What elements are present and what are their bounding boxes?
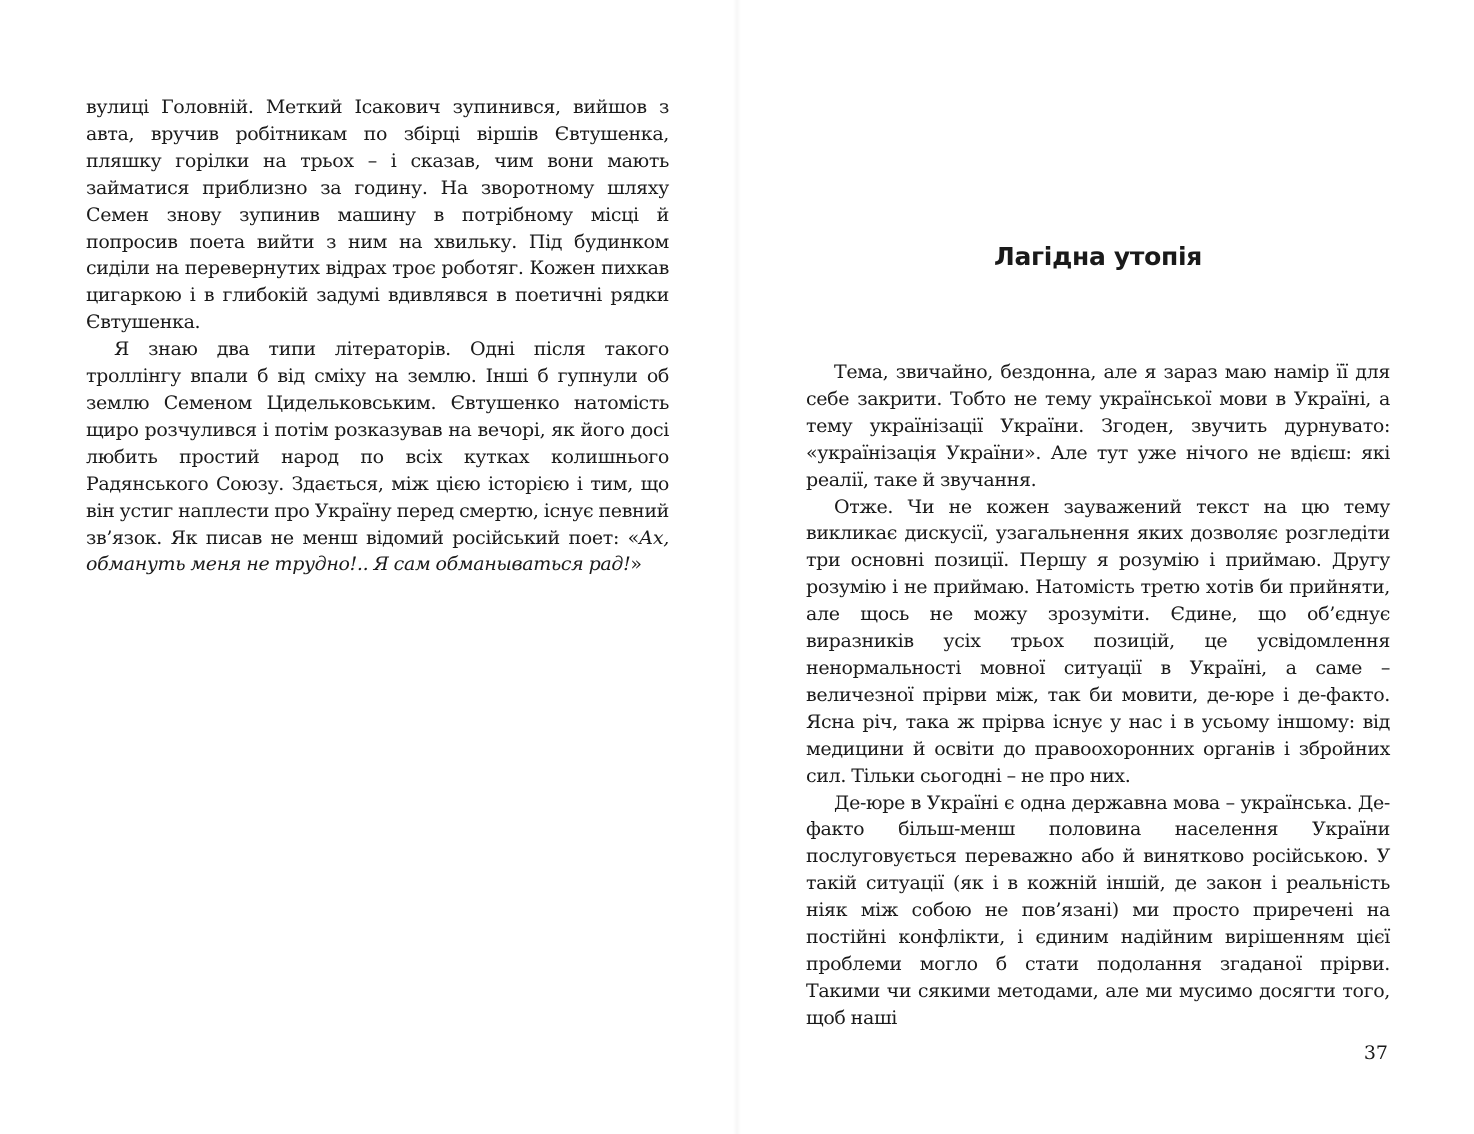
quote-close-mark: »: [630, 553, 642, 576]
poet-quote: Ах, обмануть меня не трудно!.. Я сам обманываться рад!: [86, 526, 669, 576]
right-paragraph-2: Отже. Чи не кожен зауважений текст на цю тему викликає дискусії, узагальнення яких дозволяє розгледіти три основні позиції. Першу я розумію і приймаю. Другу розумію і не приймаю. Натомість третю хотів би прийняти, але щось не можу зрозуміти. Єдине, що об’єднує виразників усіх трьох позицій, це усвідомлення ненормальності мовної ситуації в Україні, а саме – величезної прірви між, так би мовити, де-юре і де-факто. Ясна річ, така ж прірва існує у нас і в усьому іншому: від медицини й освіти до правоохоронних органів і збройних сил. Тільки сьогодні – не про них.: [806, 495, 1390, 787]
left-paragraph-1: вулиці Головній. Меткий Ісакович зупинився, вийшов з авта, вручив робітникам по збірці віршів Євтушенка, пляшку горілки на трьох – і сказав, чим вони мають займатися приблизно за годину. На зворотному шляху Семен знову зупинив машину в потрібному місці й попросив поета вийти з ним на хвильку. Під будинком сиділи на перевернутих відрах троє роботяг. Кожен пихкав цигаркою і в глибокій задумі вдивлявся в поетичні рядки Євтушенка.: [86, 96, 669, 334]
right-page: [737, 0, 1474, 1134]
left-paragraph-2-text: Я знаю два типи літераторів. Одні після такого троллінгу впали б від сміху на землю. Інші б гупнули об землю Семеном Цидельковським. Євтушенко натомість щиро розчулився і потім розказував на вечорі, як його досі любить простий народ по всіх кутках колишнього Радянського Союзу. Здається, між цією історією і тим, що він устиг наплести про Україну перед смертю, існує певний зв’язок. Як писав не менш відомий російський поет: «: [86, 338, 669, 549]
right-paragraph-1: Тема, звичайно, бездонна, але я зараз маю намір її для себе закрити. Тобто не тему української мови в Україні, а тему українізації України. Згоден, звучить дурнувато: «українізація України». Але тут уже нічого не вдієш: які реалії, таке й звучання.: [806, 361, 1390, 491]
page-number: 37: [1363, 1042, 1388, 1064]
left-page-text: [86, 94, 669, 578]
right-page-text: [806, 359, 1390, 1032]
left-paragraph-2: [86, 336, 669, 578]
chapter-title: Лагідна утопія: [994, 242, 1202, 271]
right-paragraph-3: Де-юре в Україні є одна державна мова – українська. Де-факто більш-менш половина населення України послуговується переважно або й винятково російською. У такій ситуації (як і в кожній іншій, де закон і реальність ніяк між собою не пов’язані) ми просто приречені на постійні конфлікти, і єдиним надійним вирішенням цієї проблеми могло б стати подолання згаданої прірви. Такими чи сякими методами, але ми мусимо досягти того, щоб наші: [806, 791, 1390, 1029]
